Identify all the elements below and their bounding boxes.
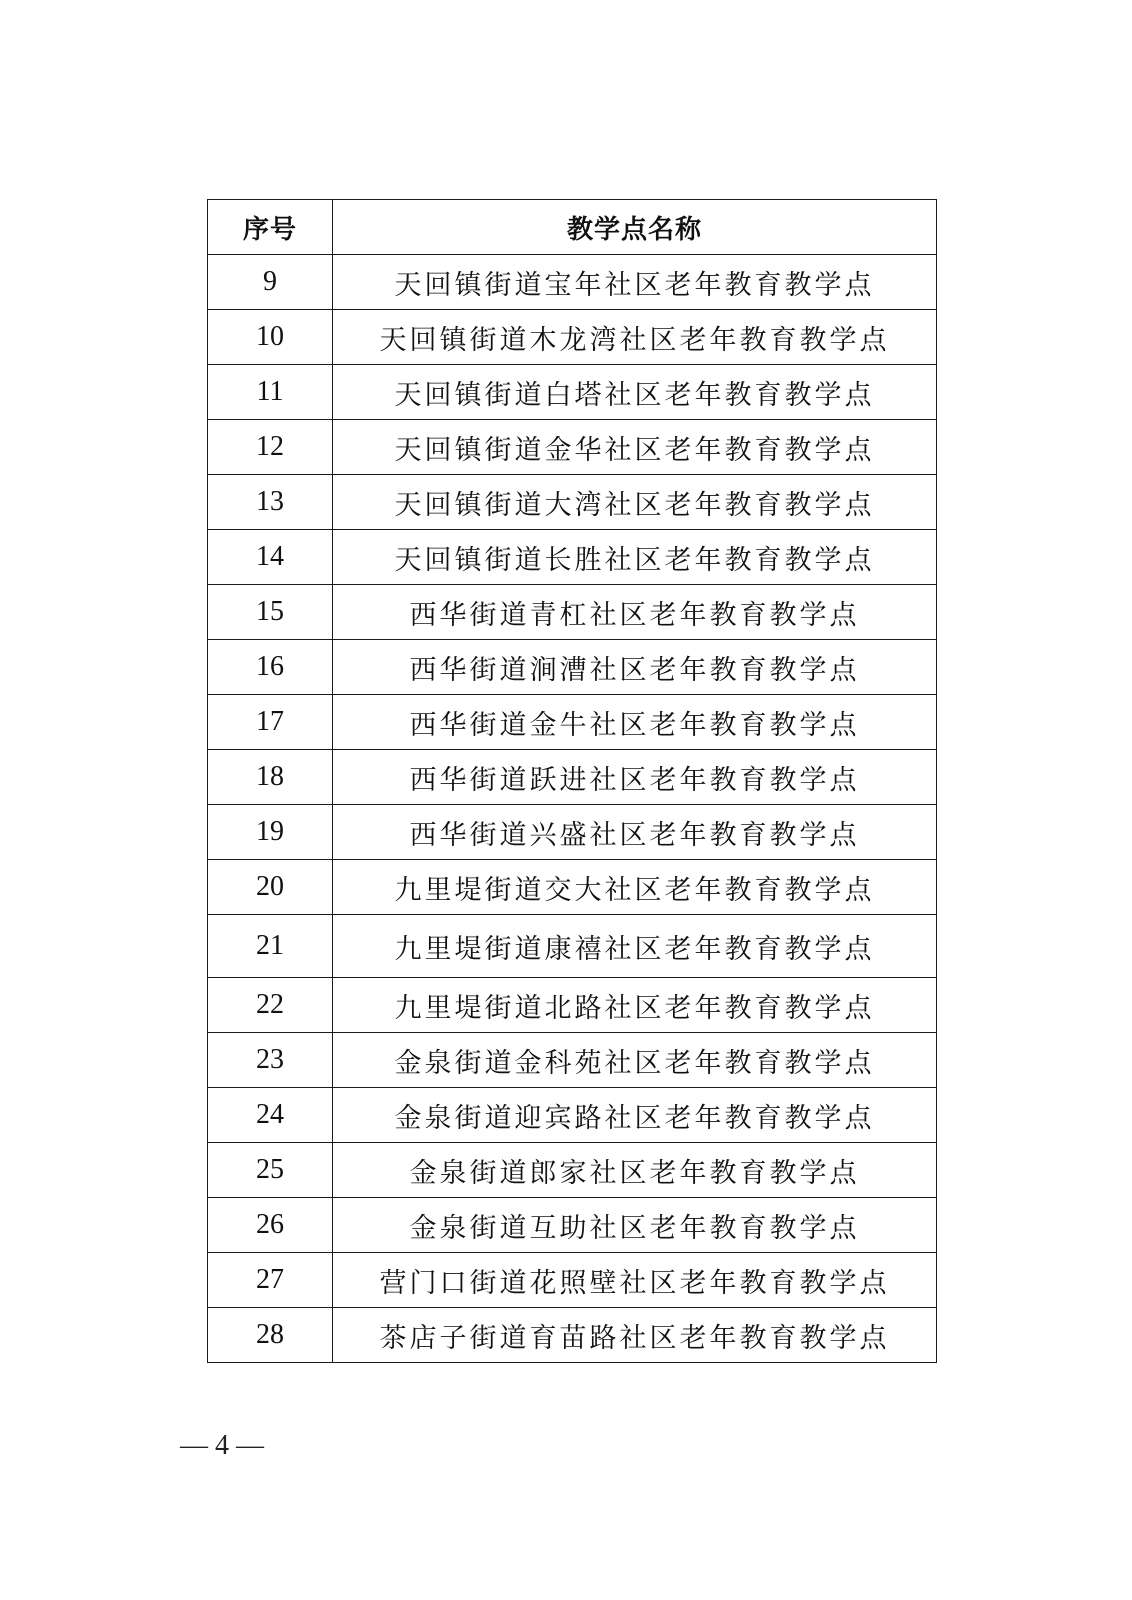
row-index: 20 [208, 860, 333, 915]
row-name: 天回镇街道大湾社区老年教育教学点 [333, 475, 937, 530]
row-name: 营门口街道花照壁社区老年教育教学点 [333, 1253, 937, 1308]
table-row [208, 420, 937, 475]
row-index: 13 [208, 475, 333, 530]
table-row [208, 255, 937, 310]
table-row [208, 365, 937, 420]
table-header-row [208, 200, 937, 255]
row-name: 金泉街道金科苑社区老年教育教学点 [333, 1033, 937, 1088]
row-name: 天回镇街道木龙湾社区老年教育教学点 [333, 310, 937, 365]
row-index: 10 [208, 310, 333, 365]
table-row [208, 1088, 937, 1143]
row-index: 12 [208, 420, 333, 475]
row-index: 22 [208, 978, 333, 1033]
table-row [208, 805, 937, 860]
row-index: 24 [208, 1088, 333, 1143]
row-index: 19 [208, 805, 333, 860]
table-row [208, 695, 937, 750]
row-index: 28 [208, 1308, 333, 1363]
teaching-points-table [207, 199, 937, 1363]
row-name: 天回镇街道长胜社区老年教育教学点 [333, 530, 937, 585]
table-row [208, 1143, 937, 1198]
row-index: 9 [208, 255, 333, 310]
row-index: 23 [208, 1033, 333, 1088]
table-row [208, 1253, 937, 1308]
row-index: 16 [208, 640, 333, 695]
table-row [208, 475, 937, 530]
row-name: 西华街道跃进社区老年教育教学点 [333, 750, 937, 805]
row-index: 26 [208, 1198, 333, 1253]
table-row [208, 530, 937, 585]
table-row [208, 585, 937, 640]
row-index: 21 [208, 915, 333, 978]
row-name: 金泉街道互助社区老年教育教学点 [333, 1198, 937, 1253]
row-name: 九里堤街道康禧社区老年教育教学点 [333, 915, 937, 978]
row-index: 27 [208, 1253, 333, 1308]
row-name: 茶店子街道育苗路社区老年教育教学点 [333, 1308, 937, 1363]
table-row [208, 750, 937, 805]
header-index: 序号 [208, 200, 333, 255]
table-row [208, 978, 937, 1033]
row-index: 25 [208, 1143, 333, 1198]
table-row [208, 1033, 937, 1088]
row-index: 18 [208, 750, 333, 805]
row-name: 西华街道金牛社区老年教育教学点 [333, 695, 937, 750]
row-name: 九里堤街道交大社区老年教育教学点 [333, 860, 937, 915]
row-name: 天回镇街道宝年社区老年教育教学点 [333, 255, 937, 310]
table-row [208, 860, 937, 915]
header-name: 教学点名称 [333, 200, 937, 255]
row-name: 金泉街道郎家社区老年教育教学点 [333, 1143, 937, 1198]
row-name: 西华街道青杠社区老年教育教学点 [333, 585, 937, 640]
page-number: — 4 — [180, 1430, 264, 1461]
table-row [208, 310, 937, 365]
row-name: 西华街道兴盛社区老年教育教学点 [333, 805, 937, 860]
row-index: 17 [208, 695, 333, 750]
row-name: 天回镇街道金华社区老年教育教学点 [333, 420, 937, 475]
table-row [208, 1308, 937, 1363]
row-index: 15 [208, 585, 333, 640]
row-name: 金泉街道迎宾路社区老年教育教学点 [333, 1088, 937, 1143]
row-name: 九里堤街道北路社区老年教育教学点 [333, 978, 937, 1033]
row-name: 西华街道涧漕社区老年教育教学点 [333, 640, 937, 695]
row-name: 天回镇街道白塔社区老年教育教学点 [333, 365, 937, 420]
table-row [208, 1198, 937, 1253]
table-row [208, 640, 937, 695]
row-index: 14 [208, 530, 333, 585]
row-index: 11 [208, 365, 333, 420]
table-row [208, 915, 937, 978]
